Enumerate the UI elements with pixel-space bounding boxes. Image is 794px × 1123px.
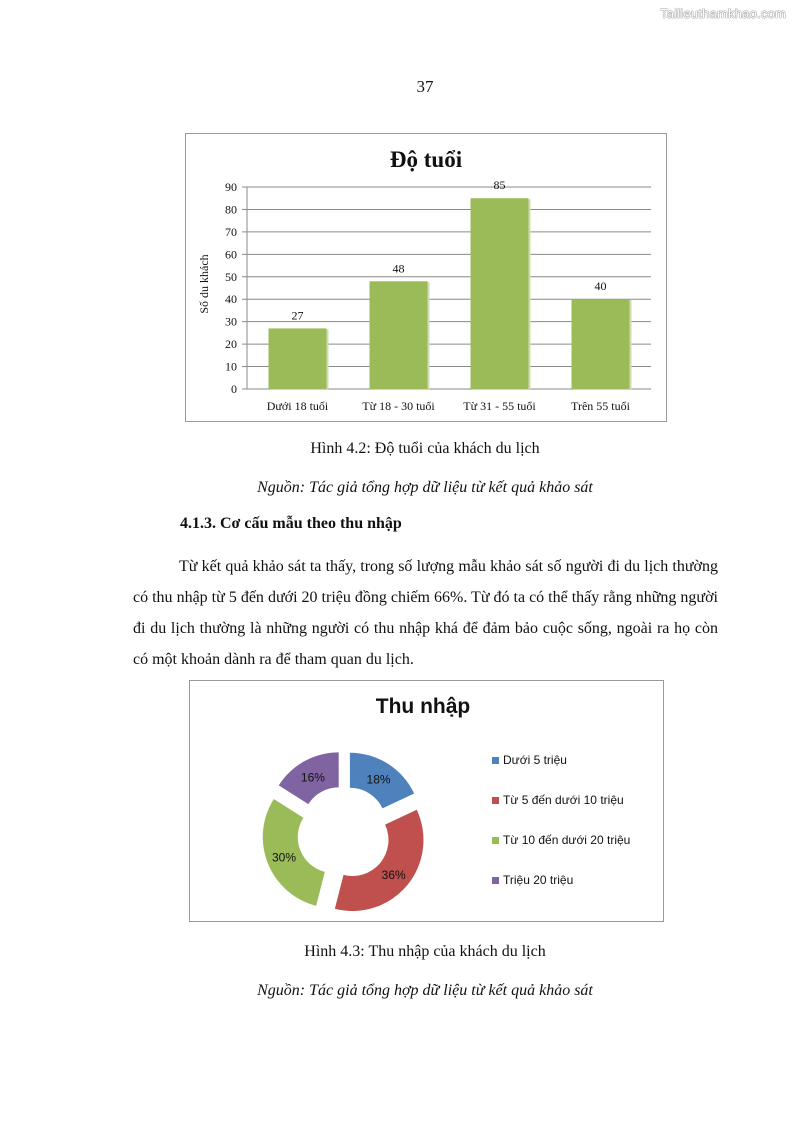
legend-label: Triệu 20 triệu — [503, 873, 574, 887]
slice-value-label: 30% — [272, 850, 297, 865]
y-tick-label: 60 — [225, 247, 237, 262]
y-tick-label: 80 — [225, 202, 237, 217]
legend-swatch — [492, 797, 499, 804]
section-paragraph — [133, 551, 718, 675]
section-heading: 4.1.3. Cơ cấu mẫu theo thu nhập — [180, 515, 402, 532]
x-tick-label: Từ 31 - 55 tuổi — [463, 399, 536, 413]
page-number: 37 — [416, 77, 434, 96]
legend-label: Dưới 5 triệu — [503, 753, 567, 767]
x-tick-label: Trên 55 tuổi — [571, 399, 630, 413]
bar — [370, 281, 428, 389]
x-tick-label: Từ 18 - 30 tuổi — [362, 399, 435, 413]
y-tick-label: 20 — [225, 337, 237, 352]
watermark: Tailieuthamkhao.com — [660, 6, 786, 21]
income-chart-source: Nguồn: Tác giả tổng hợp dữ liệu từ kết quả khảo sát — [257, 982, 593, 999]
bar — [269, 328, 327, 389]
slice-value-label: 36% — [381, 868, 406, 883]
income-chart — [189, 680, 664, 922]
income-chart-title: Thu nhập — [375, 695, 471, 718]
y-tick-label: 70 — [225, 224, 237, 239]
slice-value-label: 18% — [366, 772, 391, 787]
legend-swatch — [492, 757, 499, 764]
legend-label: Từ 5 đến dưới 10 triệu — [503, 793, 624, 807]
age-chart — [185, 133, 667, 422]
age-chart-source: Nguồn: Tác giả tổng hợp dữ liệu từ kết quả khảo sát — [257, 479, 593, 496]
legend-swatch — [492, 877, 499, 884]
bar-data-label: 48 — [392, 261, 405, 276]
x-tick-label: Dưới 18 tuổi — [266, 399, 329, 413]
income-chart-legend — [492, 753, 630, 887]
y-tick-label: 90 — [225, 180, 237, 194]
doughnut-slice — [335, 810, 424, 911]
section-paragraph-text: Từ kết quả khảo sát ta thấy, trong số lượng mẫu khảo sát số người đi du lịch thường có thu nhập từ 5 đến dưới 20 triệu đồng chiếm 66%. Từ đó ta có thể thấy rằng những người đi du lịch thường là những người có thu nhập khá để đảm bảo cuộc sống, ngoài ra họ còn có một khoản dành ra để tham quan du lịch. — [133, 558, 718, 668]
bar-data-label: 85 — [493, 178, 506, 193]
age-chart-title: Độ tuổi — [389, 147, 463, 172]
y-tick-label: 40 — [225, 292, 237, 307]
age-chart-bars — [269, 198, 632, 390]
income-doughnut-chart-svg — [190, 681, 663, 921]
age-chart-y-axis-label: Số du khách — [197, 254, 211, 314]
age-chart-y-ticks — [225, 180, 237, 396]
age-bar-chart-svg — [186, 134, 666, 421]
age-chart-data-labels — [292, 178, 607, 322]
income-chart-slices — [263, 752, 424, 911]
age-chart-caption: Hình 4.2: Độ tuổi của khách du lịch — [310, 440, 540, 457]
age-chart-x-ticks — [267, 399, 631, 413]
bar-data-label: 27 — [291, 308, 304, 323]
bar — [471, 198, 529, 389]
income-chart-caption: Hình 4.3: Thu nhập của khách du lịch — [304, 943, 546, 960]
legend-label: Từ 10 đến dưới 20 triệu — [503, 833, 631, 847]
bar — [572, 299, 630, 389]
y-tick-label: 50 — [225, 269, 237, 284]
bar-data-label: 40 — [594, 279, 607, 294]
y-tick-label: 0 — [231, 382, 237, 396]
y-tick-label: 30 — [225, 314, 237, 329]
y-tick-label: 10 — [225, 359, 237, 374]
legend-swatch — [492, 837, 499, 844]
slice-value-label: 16% — [300, 770, 325, 785]
